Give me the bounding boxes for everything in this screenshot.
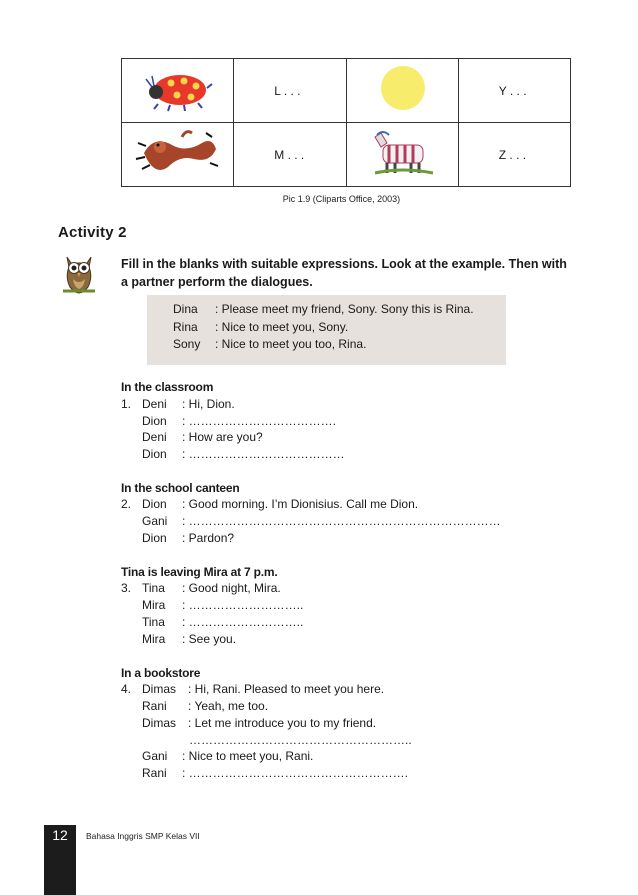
dialogue-line [121,615,303,629]
dialogue-line [121,514,501,528]
item-number: 3. [121,581,132,595]
activity-instruction: Fill in the blanks with suitable expressions. Look at the example. Then with a partner perform the dialogues. [121,257,567,289]
sun-picture [346,59,458,123]
line-text: : ………………………………. [182,414,337,428]
speaker-name: Mira [142,598,166,612]
speaker-name: Dion [142,497,167,511]
speaker-name: Rani [142,766,167,780]
picture-table [121,58,571,187]
blank-cell-y: Y . . . [458,59,570,123]
line-text: : Let me introduce you to my friend. [188,716,377,730]
speaker-name: Mira [142,632,166,646]
page-number: 12 [52,827,68,843]
line-text: : Pardon? [182,531,235,545]
dialogue-line [121,430,263,444]
monkey-picture [122,123,234,187]
section-title-canteen: In the school canteen [121,481,240,495]
blank-cell-m: M . . . [234,123,346,187]
blank-cell-l: L . . . [234,59,346,123]
line-text: : …………………………………………………………………… [182,514,501,528]
dialogue-line [142,749,313,763]
speaker-name: Deni [142,397,167,411]
speaker-name: Rina [173,320,198,334]
dialogue-line [121,581,281,595]
dialogue-line [121,531,234,545]
dialogue-line [121,497,418,511]
speaker-name: Tina [142,615,165,629]
sun-icon [347,59,459,117]
ladybug-picture [122,59,234,123]
line-text: : Good morning. I’m Dionisius. Call me Dion. [182,497,419,511]
speaker-name: Dion [142,531,167,545]
speaker-name: Tina [142,581,165,595]
dialogue-line [142,766,408,780]
book-title: Bahasa Inggris SMP Kelas VII [86,831,200,841]
section-title-bookstore: In a bookstore [121,666,201,680]
item-number: 1. [121,397,132,411]
zebra-icon [347,123,459,181]
section-title-tina-leaving: Tina is leaving Mira at 7 p.m. [121,565,278,579]
example-dialogue-box [147,295,506,365]
line-text: : Hi, Rani. Pleased to meet you here. [188,682,385,696]
owl-icon [59,249,99,300]
line-text: : Good night, Mira. [182,581,281,595]
monkey-icon [122,123,234,181]
line-text: : Please meet my friend, Sony. Sony this is Rina. [215,302,474,316]
dialogue-line [121,716,376,730]
line-text: : Hi, Dion. [182,397,235,411]
example-line [173,320,348,334]
line-text: : ………………………………… [182,447,345,461]
dialogue-line [121,414,336,428]
line-text: : How are you? [182,430,263,444]
speaker-name: Dina [173,302,198,316]
dialogue-line-continuation [189,733,412,747]
dialogue-line [121,682,384,696]
line-text: : Nice to meet you, Sony. [215,320,349,334]
line-text: : Yeah, me too. [188,699,269,713]
speaker-name: Sony [173,337,201,351]
dialogue-line [121,397,235,411]
speaker-name: Dion [142,414,167,428]
blank-cell-z: Z . . . [458,123,570,187]
line-text: : Nice to meet you, Rani. [182,749,314,763]
line-text: : Nice to meet you too, Rina. [215,337,367,351]
picture-caption: Pic 1.9 (Cliparts Office, 2003) [282,194,401,204]
dialogue-line [121,632,236,646]
speaker-name: Gani [142,514,168,528]
speaker-name: Gani [142,749,168,763]
line-text: : See you. [182,632,237,646]
speaker-name: Deni [142,430,167,444]
line-text: ……………………………………………….. [189,733,412,747]
speaker-name: Dimas [142,682,177,696]
ladybug-icon [122,59,234,117]
line-text: : ……………………….. [182,615,304,629]
line-text: : ………………………………………………. [182,766,409,780]
line-text: : ……………………….. [182,598,304,612]
dialogue-line [121,447,345,461]
item-number: 4. [121,682,132,696]
example-line [173,337,366,351]
speaker-name: Rani [142,699,167,713]
dialogue-line [121,699,268,713]
activity-title: Activity 2 [58,224,127,241]
example-line [173,302,474,316]
item-number: 2. [121,497,132,511]
zebra-picture [346,123,458,187]
dialogue-line [121,598,303,612]
section-title-classroom: In the classroom [121,380,214,394]
speaker-name: Dimas [142,716,177,730]
speaker-name: Dion [142,447,167,461]
